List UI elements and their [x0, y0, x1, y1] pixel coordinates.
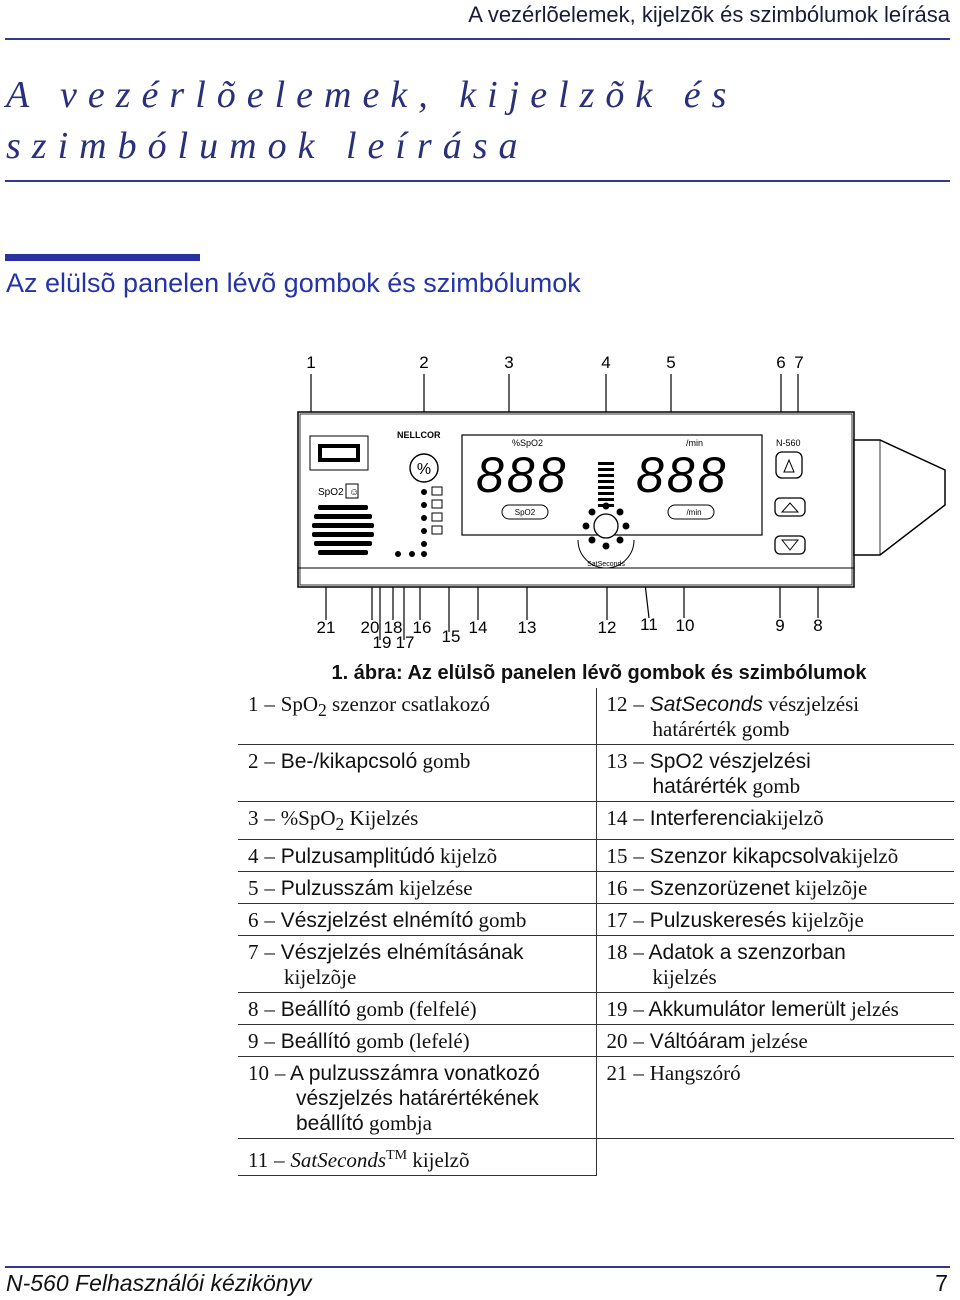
legend-item: 2 – Be-/kikapcsoló gomb [238, 745, 596, 802]
running-header: A vezérlõelemek, kijelzõk és szimbólumok leírása [468, 2, 950, 27]
table-row [238, 904, 954, 936]
brand-logo: NELLCOR [397, 430, 441, 440]
svg-text:☺: ☺ [349, 487, 360, 498]
legend-item: 17 – Pulzuskeresés kijelzõje [596, 904, 954, 936]
legend-item: 20 – Váltóáram jelzése [596, 1025, 954, 1057]
header-rule [5, 38, 950, 40]
callout-7: 7 [794, 353, 804, 372]
percent-symbol: % [416, 461, 432, 478]
table-row [238, 1139, 954, 1176]
callout-20: 20 [360, 618, 380, 637]
callout-3: 3 [504, 353, 514, 372]
legend-item [596, 1139, 954, 1176]
callout-6: 6 [776, 353, 786, 372]
legend-item: 15 – Szenzor kikapcsolvakijelzõ [596, 840, 954, 872]
legend-item: 18 – Adatok a szenzorban kijelzés [596, 936, 954, 993]
footer-manual-title: N-560 Felhasználói kézikönyv [6, 1270, 312, 1296]
legend-item: 6 – Vészjelzést elnémító gomb [238, 904, 596, 936]
callout-5: 5 [666, 353, 676, 372]
table-row [238, 872, 954, 904]
legend-item: 21 – Hangszóró [596, 1057, 954, 1139]
callout-8: 8 [813, 616, 823, 635]
callout-16: 16 [412, 618, 432, 637]
spo2-button-label: SpO2 [514, 508, 536, 517]
table-row [238, 993, 954, 1025]
pulse-digits: 888 [636, 447, 729, 503]
table-row [238, 1057, 954, 1139]
callout-17: 17 [395, 633, 415, 652]
section-bar [5, 254, 200, 261]
spo2-digits: 888 [476, 447, 569, 503]
callout-11: 11 [640, 615, 658, 634]
device-front-panel-figure [0, 340, 960, 660]
legend-item: 1 – SpO$_2$ szenzor csatlakozó [238, 688, 596, 745]
satseconds-button[interactable] [594, 514, 618, 538]
callout-13: 13 [517, 618, 537, 637]
callout-4: 4 [601, 353, 611, 372]
legend-item: 5 – Pulzusszám kijelzése [238, 872, 596, 904]
legend-item: 16 – Szenzorüzenet kijelzõje [596, 872, 954, 904]
adjust-up-button[interactable] [775, 498, 805, 516]
figure-caption: 1. ábra: Az elülsõ panelen lévõ gombok és szimbólumok [331, 662, 867, 684]
callout-19: 19 [372, 633, 392, 652]
legend-item: 13 – SpO2 vészjelzési határérték gomb [596, 745, 954, 802]
pulse-button-label: /min [686, 508, 702, 517]
alarm-silence-button[interactable] [776, 452, 802, 478]
callout-1: 1 [306, 353, 316, 372]
chapter-title-line2: szimbólumok leírása [6, 125, 529, 167]
model-label: N-560 [776, 438, 801, 448]
legend-item: 14 – Interferenciakijelzõ [596, 802, 954, 840]
legend-item: 10 – A pulzusszámra vonatkozó vészjelzés határértékének beállító gombja [238, 1057, 596, 1139]
adjust-down-button[interactable] [775, 536, 805, 554]
callout-15: 15 [441, 627, 461, 646]
legend-item: 19 – Akkumulátor lemerült jelzés [596, 993, 954, 1025]
section-title: Az elülsõ panelen lévõ gombok és szimbólumok [6, 268, 581, 298]
callout-2: 2 [419, 353, 429, 372]
table-row [238, 936, 954, 993]
callout-10: 10 [675, 616, 695, 635]
table-row [238, 1025, 954, 1057]
legend-item: 7 – Vészjelzés elnémításának kijelzõje [238, 936, 596, 993]
legend-item: 11 – SatSeconds™ kijelzõ [238, 1139, 596, 1176]
table-row [238, 802, 954, 840]
callout-18: 18 [383, 618, 403, 637]
pulse-display-label: /min [686, 438, 704, 448]
legend-table [238, 688, 954, 1176]
sensor-label: SpO2 [318, 487, 344, 498]
legend-item: 9 – Beállító gomb (lefelé) [238, 1025, 596, 1057]
callout-14: 14 [468, 618, 488, 637]
table-row [238, 688, 954, 745]
spo2-display-label: %SpO2 [512, 438, 544, 448]
table-row [238, 745, 954, 802]
table-row [238, 840, 954, 872]
footer-rule [5, 1266, 950, 1268]
callout-12: 12 [597, 618, 617, 637]
legend-item: 8 – Beállító gomb (felfelé) [238, 993, 596, 1025]
legend-item: 3 – %SpO$_2$ Kijelzés [238, 802, 596, 840]
legend-item: 4 – Pulzusamplitúdó kijelzõ [238, 840, 596, 872]
callout-9: 9 [775, 616, 785, 635]
chapter-title-line1: A vezérlõelemek, kijelzõk és [6, 74, 738, 116]
callout-21: 21 [316, 618, 336, 637]
satseconds-label: SatSeconds [587, 561, 625, 568]
page-number: 7 [935, 1270, 948, 1296]
chapter-rule [5, 180, 950, 182]
legend-item: 12 – SatSeconds vészjelzési határérték gomb [596, 688, 954, 745]
